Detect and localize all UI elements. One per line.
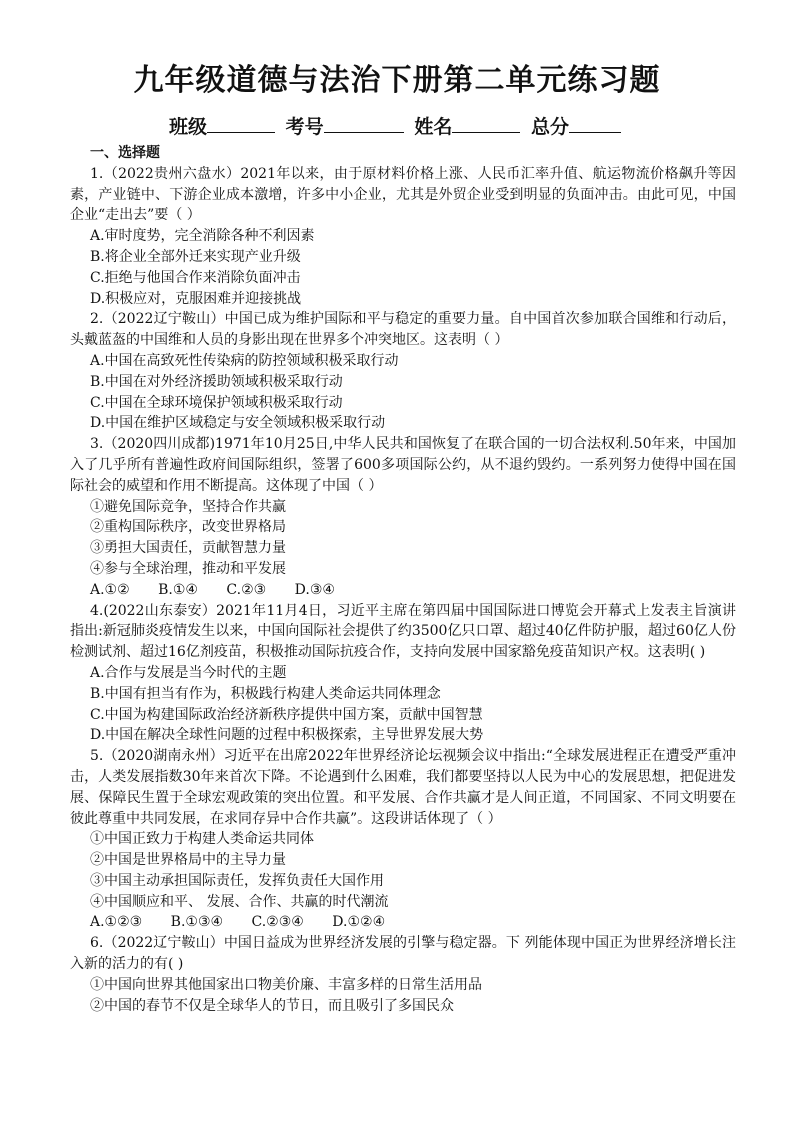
question-stem: 2.（2022辽宁鞍山）中国已成为维护国际和平与稳定的重要力量。自中国首次参加联合国维和行动后，头戴蓝盔的中国维和人员的身影出现在世界多个冲突地区。这表明（ ） [70,311,736,349]
class-label: 班级 [169,116,208,138]
question-option: B.中国在对外经济援助领域积极采取行动 [90,373,343,390]
question-statement: ①避免国际竞争，坚持合作共赢 [90,498,286,515]
question-statement: ④参与全球治理，推动和平发展 [90,560,286,577]
choice-c: C.②③ [226,581,267,598]
question-list [70,143,736,1016]
question-option: C.拒绝与他国合作来消除负面冲击 [90,269,301,286]
question-option: A.中国在高致死性传染病的防控领域积极采取行动 [90,352,399,369]
question-option: D.中国在维护区域稳定与安全领域积极采取行动 [90,415,386,432]
question-option: B.将企业全部外迁来实现产业升级 [90,248,301,265]
question-statement: ②重构国际秩序，改变世界格局 [90,519,286,536]
choice-d: D.①②④ [332,914,386,931]
answer-choices [70,580,736,601]
question-option: A.审时度势，完全消除各种不利因素 [90,228,315,245]
question-statement: ①中国向世界其他国家出口物美价廉、丰富多样的日常生活用品 [90,976,482,993]
question-statement: ③中国主动承担国际责任，发挥负责任大国作用 [90,872,384,889]
question-option: C.中国在全球环境保护领域积极采取行动 [90,394,343,411]
choice-b: B.①③④ [170,914,224,931]
exam-no-label: 考号 [285,116,324,138]
choice-a: A.①②③ [90,914,143,931]
question-option: D.积极应对，克服困难并迎接挑战 [90,290,302,307]
question-stem: 4.(2022山东泰安）2021年11月4日，习近平主席在第四届中国国际进口博览会开幕式上发表主旨演讲指出:新冠肺炎疫情发生以来，中国向国际社会提供了约3500亿只口罩、超过40亿件防护服，超过60亿人份检测试剂、超过16亿剂疫苗，积极推动国际抗疫合作，支持向发展中国家豁免疫苗知识产权。这表明( ) [70,602,736,661]
question-option: A.合作与发展是当今时代的主题 [90,664,287,681]
choice-d: D.③④ [294,581,335,598]
choice-b: B.①④ [158,581,198,598]
score-blank[interactable] [569,112,621,133]
question-option: B.中国有担当有作为，积极践行构建人类命运共同体理念 [90,685,441,702]
choice-a: A.①② [90,581,130,598]
exam-no-blank[interactable] [324,112,404,133]
name-label: 姓名 [414,116,453,138]
question-statement: ①中国正致力于构建人类命运共同体 [90,831,314,848]
score-label: 总分 [530,116,569,138]
question-stem: 3.（2020四川成都)1971年10月25日,中华人民共和国恢复了在联合国的一切合法权利.50年来，中国加入了几乎所有普遍性政府间国际组织，签署了600多项国际公约，从不退约毁约。一系列努力使得中国在国际社会的威望和作用不断提高。这体现了中国（ ） [70,436,736,494]
question-stem: 6.（2022辽宁鞍山）中国日益成为世界经济发展的引擎与稳定器。下 列能体现中国正为世界经济增长注入新的活力的有( ) [70,935,736,973]
answer-choices [70,912,736,933]
choice-c: C.②③④ [251,914,304,931]
section-heading: 一、选择题 [90,145,160,161]
question-statement: ②中国的春节不仅是全球华人的节日，而且吸引了多国民众 [90,997,454,1014]
question-option: D.中国在解决全球性问题的过程中积极探索，主导世界发展大势 [90,727,484,744]
question-statement: ③勇担大国责任，贡献智慧力量 [90,540,286,557]
question-option: C.中国为构建国际政治经济新秩序提供中国方案，贡献中国智慧 [90,706,483,723]
question-statement: ④中国顺应和平、 发展、合作、共赢的时代潮流 [90,893,389,910]
page-title: 九年级道德与法治下册第二单元练习题 [133,63,661,98]
question-stem: 1.（2022贵州六盘水）2021年以来，由于原材料价格上涨、人民币汇率升值、航运物流价格飙升等因素，产业链中、下游企业成本激增，许多中小企业，尤其是外贸企业受到明显的负面冲击。由此可见，中国企业“走出去”要（ ） [70,165,736,224]
question-statement: ②中国是世界格局中的主导力量 [90,852,286,869]
name-blank[interactable] [452,112,520,133]
question-stem: 5.（2020湖南永州）习近平在出席2022年世界经济论坛视频会议中指出:“全球发展进程正在遭受严重冲击，人类发展指数30年来首次下降。不论遇到什么困难，我们都要坚持以人民为中心的发展思想，把促进发展、保障民生置于全球宏观政策的突出位置。和平发展、合作共赢才是人间正道，不同国家、不同文明要在彼此尊重中共同发展，在求同存异中合作共赢”。这段讲话体现了（ ） [70,748,736,827]
class-blank[interactable] [207,112,275,133]
student-info-line [0,112,794,141]
